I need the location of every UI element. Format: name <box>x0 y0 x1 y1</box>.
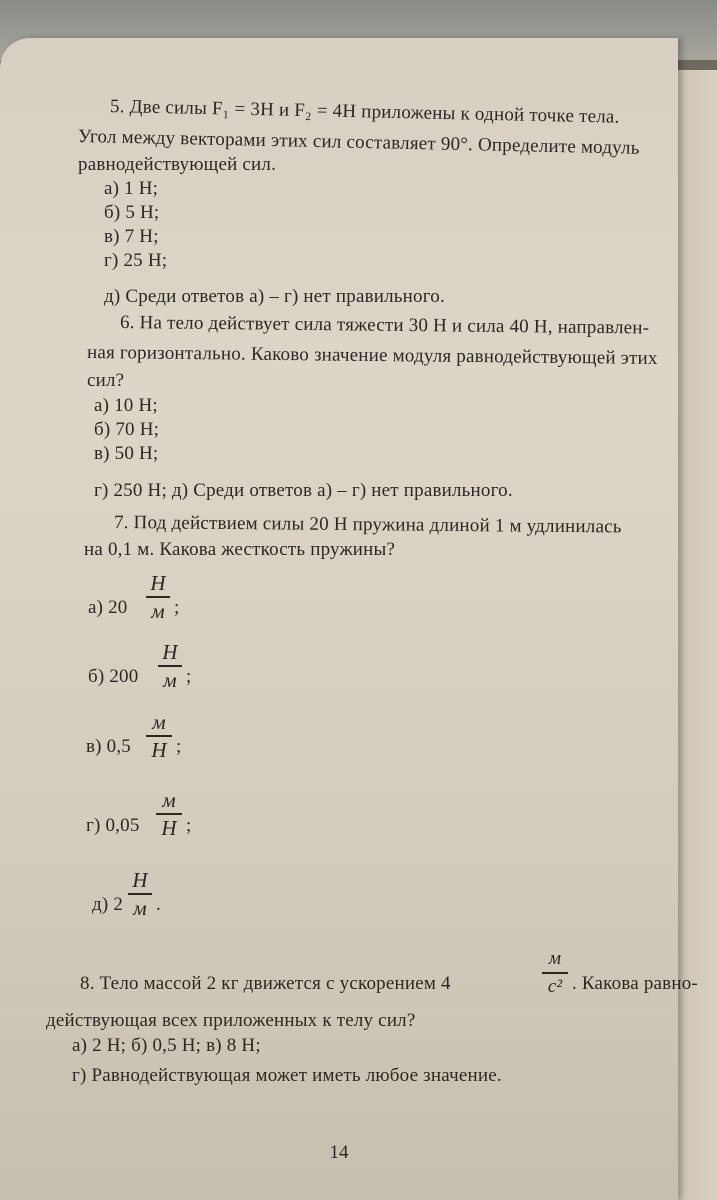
q7-line1: 7. Под действием силы 20 Н пружина длиной 1 м удлинилась <box>113 512 622 538</box>
fraction-bar <box>542 972 568 974</box>
q6-option-b: б) 70 Н; <box>94 419 160 440</box>
fraction-bar <box>128 893 152 895</box>
q8-options: а) 2 Н; б) 0,5 Н; в) 8 Н; <box>72 1035 261 1056</box>
q6-line3: сил? <box>87 370 125 391</box>
fraction-denominator: с² <box>547 975 563 997</box>
fraction-bar <box>146 596 170 598</box>
q7-option-c-fraction <box>146 711 172 761</box>
q7-option-d-suffix: ; <box>186 815 192 836</box>
q5-option-a: а) 1 Н; <box>104 178 159 199</box>
q7-option-b-prefix: б) 200 <box>88 666 139 687</box>
q7-option-b-fraction <box>158 641 182 691</box>
q7-option-d-prefix: г) 0,05 <box>86 815 140 836</box>
fraction-numerator: Н <box>162 640 178 664</box>
q8-acceleration-fraction <box>542 948 568 998</box>
fraction-numerator: Н <box>132 868 148 892</box>
q7-option-a-suffix: ; <box>174 597 180 618</box>
q6-line1: 6. На тело действует сила тяжести 30 Н и сила 40 Н, направлен- <box>119 312 650 339</box>
fraction-numerator: м <box>162 788 176 812</box>
book-page <box>0 38 698 1200</box>
fraction-bar <box>156 813 182 815</box>
q5-option-c: в) 7 Н; <box>104 226 159 247</box>
q8-line1-end: . Какова равно- <box>572 973 698 994</box>
fraction-numerator: м <box>548 948 562 969</box>
q7-option-c-suffix: ; <box>176 736 182 757</box>
fraction-denominator: м <box>163 667 177 692</box>
fraction-denominator: м <box>151 598 165 623</box>
page-content <box>0 38 698 1200</box>
fraction-denominator: Н <box>161 815 177 840</box>
q8-line2: действующая всех приложенных к телу сил? <box>46 1010 416 1031</box>
q6-option-c: в) 50 Н; <box>94 443 159 464</box>
q5-option-e: д) Среди ответов а) – г) нет правильного. <box>104 286 445 307</box>
q7-option-a-fraction <box>146 572 170 622</box>
q7-option-b-suffix: ; <box>186 666 192 687</box>
q7-option-c-prefix: в) 0,5 <box>86 736 131 757</box>
q7-option-e-prefix: д) 2 <box>92 894 124 915</box>
fraction-denominator: м <box>133 895 147 920</box>
fraction-numerator: м <box>152 710 166 734</box>
q6-option-a: а) 10 Н; <box>94 395 158 416</box>
fraction-bar <box>158 665 182 667</box>
q7-line2: на 0,1 м. Какова жесткость пружины? <box>84 539 396 560</box>
q6-option-last: г) 250 Н; д) Среди ответов а) – г) нет правильного. <box>94 480 513 501</box>
q7-option-d-fraction <box>156 789 182 839</box>
page-number: 14 <box>329 1142 349 1163</box>
q5-line1: 5. Две силы F₁ = 3Н и F₂ = 4Н приложены к одной точке тела. <box>109 96 620 128</box>
q8-line1-start: 8. Тело массой 2 кг движется с ускорением 4 <box>80 973 451 994</box>
q5-option-b: б) 5 Н; <box>104 202 160 223</box>
q7-option-e-suffix: . <box>156 894 161 915</box>
q6-line2: ная горизонтально. Каково значение модуля равнодействующей этих <box>86 342 658 369</box>
q8-option-d: г) Равнодействующая может иметь любое значение. <box>72 1065 502 1086</box>
fraction-denominator: Н <box>151 737 167 762</box>
q5-option-d: г) 25 Н; <box>104 250 168 271</box>
q5-line3: равнодействующей сил. <box>78 154 277 175</box>
fraction-bar <box>146 735 172 737</box>
fraction-numerator: Н <box>150 571 166 595</box>
q7-option-e-fraction <box>128 869 152 919</box>
q7-option-a-prefix: а) 20 <box>88 597 128 618</box>
q5-line2: Угол между векторами этих сил составляет 90°. Определите модуль <box>77 126 640 159</box>
